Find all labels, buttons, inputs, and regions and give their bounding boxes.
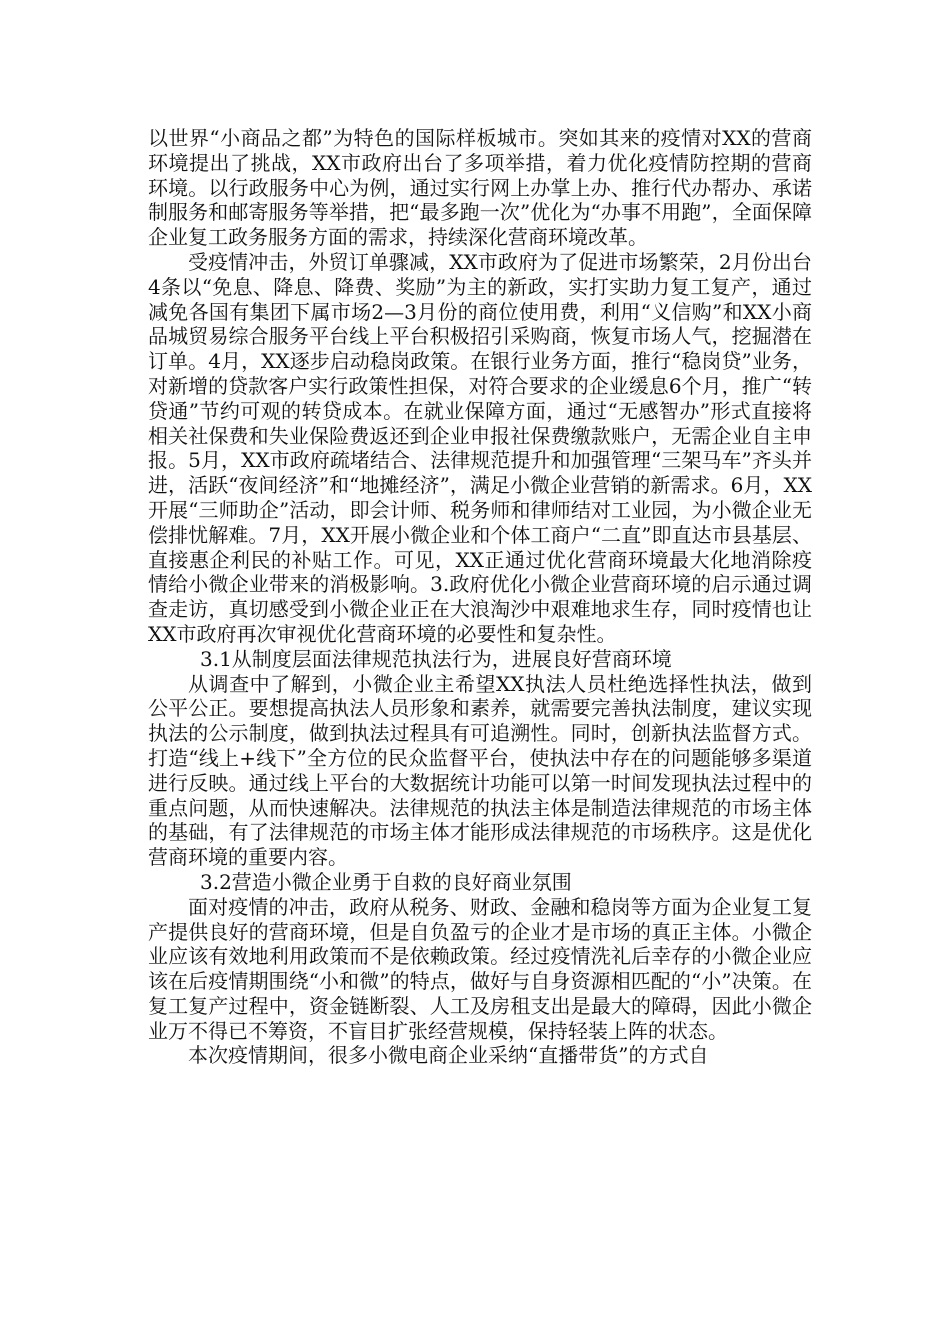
paragraph-law-enforcement: 从调查中了解到，小微企业主希望XX执法人员杜绝选择性执法，做到公平公正。要想提高执法人员形象和素养，就需要完善执法制度，建议实现执法的公示制度，做到执法过程具有可追溯性。同时，创新执法监督方式。打造“线上+线下”全方位的民众监督平台，使执法中存在的问题能够多渠道进行反映。通过线上平台的大数据统计功能可以第一时间发现执法过程中的重点问题，从而快速解决。法律规范的执法主体是制造法律规范的市场主体的基础，有了法律规范的市场主体才能形成法律规范的市场秩序。这是优化营商环境的重要内容。 [148,671,812,870]
document-body [148,126,812,1068]
paragraph-epidemic-measures: 受疫情冲击，外贸订单骤减，XX市政府为了促进市场繁荣，2月份出台4条以“免息、降息、降费、奖励”为主的新政，实打实助力复工复产，通过减免各国有集团下属市场2—3月份的商位使用费，利用“义信购”和XX小商品城贸易综合服务平台线上平台积极招引采购商，恢复市场人气，挖掘潜在订单。4月，XX逐步启动稳岗政策。在银行业务方面，推行“稳岗贷”业务，对新增的贷款客户实行政策性担保，对符合要求的企业缓息6个月，推广“转贷通”节约可观的转贷成本。在就业保障方面，通过“无感智办”形式直接将相关社保费和失业保险费返还到企业申报社保费缴款账户，无需企业自主申报。5月，XX市政府疏堵结合、法律规范提升和加强管理“三架马车”齐头并进，活跃“夜间经济”和“地摊经济”，满足小微企业营销的新需求。6月，XX开展“三师助企”活动，即会计师、税务师和律师结对工业园，为小微企业无偿排忧解难。7月，XX开展小微企业和个体工商户“二直”即直达市县基层、直接惠企利民的补贴工作。可见，XX正通过优化营商环境最大化地消除疫情给小微企业带来的消极影响。3.政府优化小微企业营商环境的启示通过调查走访，真切感受到小微企业正在大浪淘沙中艰难地求生存，同时疫情也让XX市政府再次审视优化营商环境的必要性和复杂性。 [148,249,812,646]
paragraph-self-rescue: 面对疫情的冲击，政府从税务、财政、金融和稳岗等方面为企业复工复产提供良好的营商环境，但是自负盈亏的企业才是市场的真正主体。小微企业应该有效地利用政策而不是依赖政策。经过疫情洗礼后幸存的小微企业应该在后疫情期围绕“小和微”的特点，做好与自身资源相匹配的“小”决策。在复工复产过程中，资金链断裂、人工及房租支出是最大的障碍，因此小微企业万不得已不筹资，不盲目扩张经营规模，保持轻装上阵的状态。 [148,894,812,1043]
section-heading-3-1: 3.1从制度层面法律规范执法行为，进展良好营商环境 [200,646,672,671]
paragraph-continuation: 以世界“小商品之都”为特色的国际样板城市。突如其来的疫情对XX的营商环境提出了挑战，XX市政府出台了多项举措，着力优化疫情防控期的营商环境。以行政服务中心为例，通过实行网上办掌上办、推行代办帮办、承诺制服务和邮寄服务等举措，把“最多跑一次”优化为“办事不用跑”，全面保障企业复工政务服务方面的需求，持续深化营商环境改革。 [148,126,812,250]
section-heading-3-2: 3.2营造小微企业勇于自救的良好商业氛围 [200,869,572,894]
paragraph-live-commerce: 本次疫情期间，很多小微电商企业采纳“直播带货”的方式自 [188,1043,709,1068]
